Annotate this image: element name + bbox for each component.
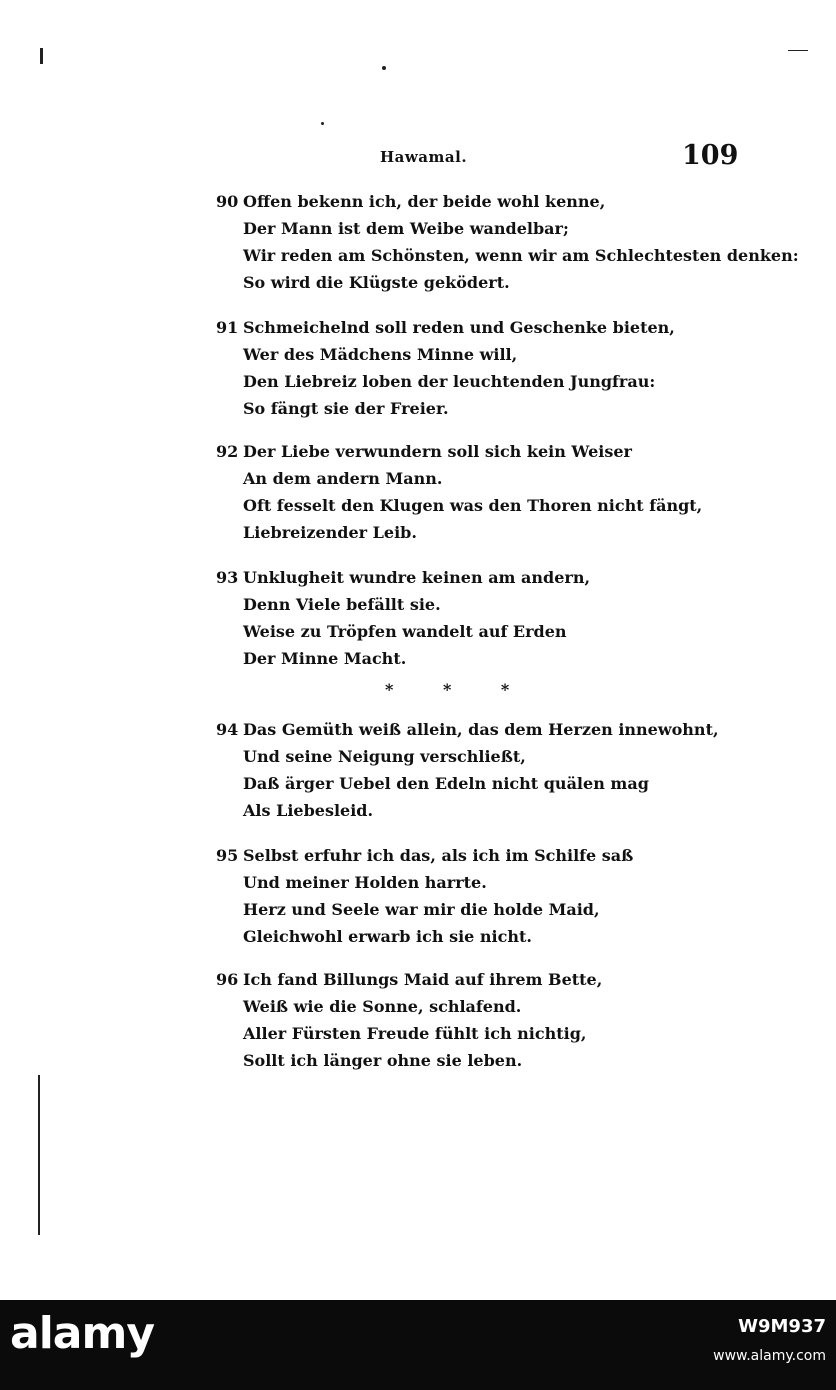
- verse-line: Den Liebreiz loben der leuchtenden Jungfrau:: [243, 372, 656, 391]
- stanza-96: [216, 966, 736, 1074]
- stanza-95: [216, 842, 736, 950]
- stanza-number: 95: [216, 846, 239, 865]
- verse-line: Der Mann ist dem Weibe wandelbar;: [243, 219, 569, 238]
- stanza-90: [216, 188, 799, 296]
- scan-mark: [40, 48, 43, 64]
- verse-line: Der Minne Macht.: [243, 649, 407, 668]
- verse-line: Wer des Mädchens Minne will,: [243, 345, 518, 364]
- stanza-number: 93: [216, 568, 239, 587]
- watermark-banner: [0, 1300, 836, 1390]
- stanza-94: [216, 716, 736, 824]
- stanza-number: 92: [216, 442, 239, 461]
- stanza-91: [216, 314, 736, 422]
- verse-line: So fängt sie der Freier.: [243, 399, 449, 418]
- alamy-logo: alamy: [10, 1308, 154, 1359]
- verse-line: Offen bekenn ich, der beide wohl kenne,: [243, 192, 606, 211]
- verse-line: So wird die Klügste geködert.: [243, 273, 510, 292]
- verse-line: Und meiner Holden harrte.: [243, 873, 487, 892]
- scan-mark: [321, 122, 324, 125]
- verse-line: Ich fand Billungs Maid auf ihrem Bette,: [243, 970, 603, 989]
- verse-line: Wir reden am Schönsten, wenn wir am Schlechtesten denken:: [243, 246, 799, 265]
- running-header: Hawamal.: [380, 148, 468, 166]
- verse-line: Weiß wie die Sonne, schlafend.: [243, 997, 522, 1016]
- image-id: W9M937: [738, 1316, 826, 1337]
- verse-line: Oft fesselt den Klugen was den Thoren nicht fängt,: [243, 496, 703, 515]
- verse-line: Herz und Seele war mir die holde Maid,: [243, 900, 600, 919]
- verse-line: Als Liebesleid.: [243, 801, 374, 820]
- verse-line: Unklugheit wundre keinen am andern,: [243, 568, 591, 587]
- scan-mark: [382, 66, 386, 70]
- stanza-number: 91: [216, 318, 239, 337]
- verse-line: Der Liebe verwundern soll sich kein Weiser: [243, 442, 632, 461]
- verse-line: Sollt ich länger ohne sie leben.: [243, 1051, 523, 1070]
- verse-line: Weise zu Tröpfen wandelt auf Erden: [243, 622, 567, 641]
- stanza-number: 90: [216, 192, 239, 211]
- verse-line: Das Gemüth weiß allein, das dem Herzen innewohnt,: [243, 720, 719, 739]
- verse-line: Gleichwohl erwarb ich sie nicht.: [243, 927, 532, 946]
- verse-line: Selbst erfuhr ich das, als ich im Schilfe saß: [243, 846, 634, 865]
- stanza-number: 94: [216, 720, 239, 739]
- verse-line: Daß ärger Uebel den Edeln nicht quälen mag: [243, 774, 649, 793]
- page-number: 109: [682, 140, 739, 171]
- stanza-92: [216, 438, 736, 546]
- site-url: www.alamy.com: [713, 1348, 826, 1364]
- stanza-93: [216, 564, 736, 672]
- verse-line: An dem andern Mann.: [243, 469, 443, 488]
- scan-mark: [788, 50, 808, 51]
- verse-line: Denn Viele befällt sie.: [243, 595, 441, 614]
- verse-line: Und seine Neigung verschließt,: [243, 747, 526, 766]
- verse-line: Liebreizender Leib.: [243, 523, 417, 542]
- scan-mark: [38, 1075, 40, 1235]
- stanza-number: 96: [216, 970, 239, 989]
- verse-line: Aller Fürsten Freude fühlt ich nichtig,: [243, 1024, 587, 1043]
- verse-line: Schmeichelnd soll reden und Geschenke bieten,: [243, 318, 675, 337]
- section-divider: * * *: [385, 680, 532, 699]
